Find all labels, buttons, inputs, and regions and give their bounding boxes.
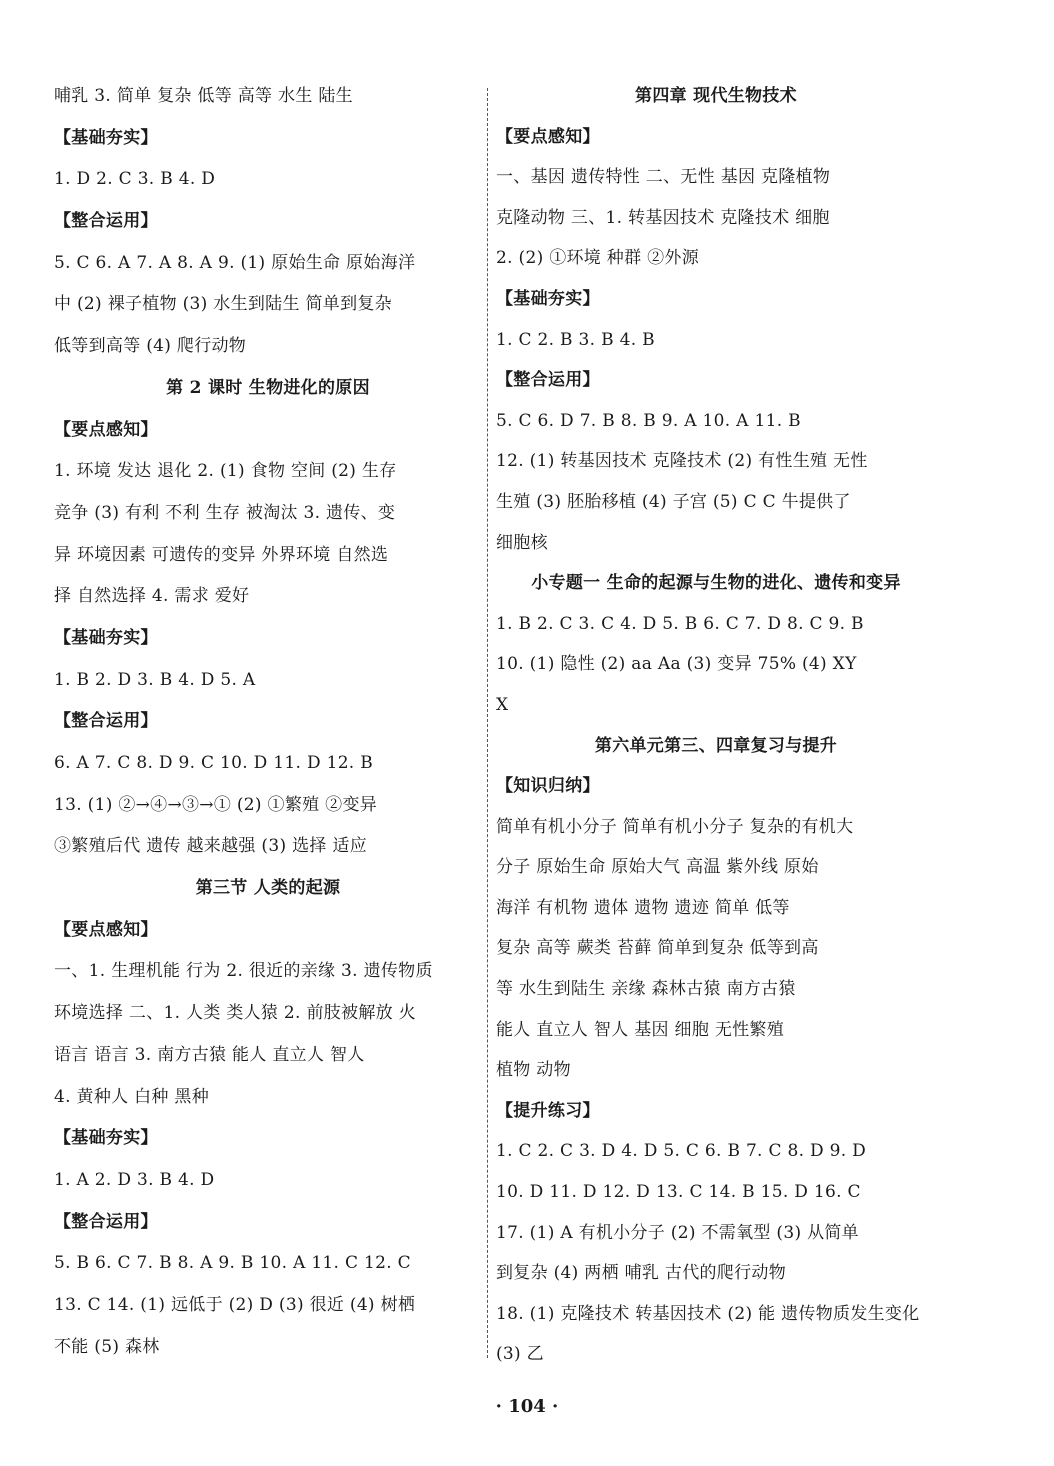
answer-line: 1. B 2. C 3. C 4. D 5. B 6. C 7. D 8. C 9. B xyxy=(496,613,864,634)
answer-line: 竞争 (3) 有利 不利 生存 被淘汰 3. 遗传、变 xyxy=(54,502,396,523)
answer-line: 复杂 高等 蕨类 苔藓 简单到复杂 低等到高 xyxy=(496,938,819,959)
section-heading: 【知识归纳】 xyxy=(496,776,600,797)
answer-line: 10. (1) 隐性 (2) aa Aa (3) 变异 75% (4) XY xyxy=(496,654,857,675)
answer-line: X xyxy=(496,694,509,715)
answer-line: 生殖 (3) 胚胎移植 (4) 子宫 (5) C C 牛提供了 xyxy=(496,491,851,512)
answer-line: 5. B 6. C 7. B 8. A 9. B 10. A 11. C 12. C xyxy=(54,1253,411,1274)
answer-line: 1. B 2. D 3. B 4. D 5. A xyxy=(54,669,256,690)
left-column xyxy=(54,76,482,1368)
answer-line: 18. (1) 克隆技术 转基因技术 (2) 能 遗传物质发生变化 xyxy=(496,1303,920,1324)
section-title: 小专题一 生命的起源与生物的进化、遗传和变异 xyxy=(531,573,901,594)
answer-line: 13. C 14. (1) 远低于 (2) D (3) 很近 (4) 树栖 xyxy=(54,1294,416,1315)
answer-line: 克隆动物 三、1. 转基因技术 克隆技术 细胞 xyxy=(496,207,830,228)
answer-line: 4. 黄种人 白种 黑种 xyxy=(54,1086,210,1107)
section-heading: 【基础夯实】 xyxy=(54,127,158,148)
answer-line: 到复杂 (4) 两栖 哺乳 古代的爬行动物 xyxy=(496,1263,786,1284)
section-title: 第四章 现代生物技术 xyxy=(635,86,797,106)
answer-line: 1. 环境 发达 退化 2. (1) 食物 空间 (2) 生存 xyxy=(54,461,397,482)
section-heading: 【整合运用】 xyxy=(54,1211,158,1232)
answer-line: 分子 原始生命 原始大气 高温 紫外线 原始 xyxy=(496,857,819,878)
answer-line: 异 环境因素 可遗传的变异 外界环境 自然选 xyxy=(54,544,389,565)
right-column xyxy=(496,76,936,1375)
answer-line: 择 自然选择 4. 需求 爱好 xyxy=(54,586,250,607)
section-heading: 【整合运用】 xyxy=(54,211,158,232)
answer-line: 等 水生到陆生 亲缘 森林古猿 南方古猿 xyxy=(496,979,796,1000)
column-divider xyxy=(487,88,488,1358)
section-heading: 【要点感知】 xyxy=(496,126,600,147)
answer-line: 一、基因 遗传特性 二、无性 基因 克隆植物 xyxy=(496,167,831,188)
answer-line: 哺乳 3. 简单 复杂 低等 高等 水生 陆生 xyxy=(54,86,353,106)
answer-line: 1. C 2. B 3. B 4. B xyxy=(496,329,655,350)
answer-line: 5. C 6. D 7. B 8. B 9. A 10. A 11. B xyxy=(496,410,801,431)
answer-line: 一、1. 生理机能 行为 2. 很近的亲缘 3. 遗传物质 xyxy=(54,961,433,982)
answer-line: 中 (2) 裸子植物 (3) 水生到陆生 简单到复杂 xyxy=(54,294,392,315)
answer-line: 环境选择 二、1. 人类 类人猿 2. 前肢被解放 火 xyxy=(54,1003,416,1024)
answer-line: 海洋 有机物 遗体 遗物 遗迹 简单 低等 xyxy=(496,897,790,918)
answer-line: 17. (1) A 有机小分子 (2) 不需氧型 (3) 从简单 xyxy=(496,1222,859,1243)
answer-line: 1. C 2. C 3. D 4. D 5. C 6. B 7. C 8. D 9. D xyxy=(496,1141,867,1162)
section-title: 第 2 课时 生物进化的原因 xyxy=(166,377,370,398)
answer-line: 6. A 7. C 8. D 9. C 10. D 11. D 12. B xyxy=(54,753,374,773)
section-heading: 【提升练习】 xyxy=(496,1100,600,1121)
section-heading: 【基础夯实】 xyxy=(54,1128,158,1149)
section-heading: 【要点感知】 xyxy=(54,419,158,440)
answer-line: (3) 乙 xyxy=(496,1344,544,1365)
answer-line: 语言 语言 3. 南方古猿 能人 直立人 智人 xyxy=(54,1044,365,1065)
section-heading: 【基础夯实】 xyxy=(496,288,600,309)
answer-line: 12. (1) 转基因技术 克隆技术 (2) 有性生殖 无性 xyxy=(496,451,868,472)
answer-line: ③繁殖后代 遗传 越来越强 (3) 选择 适应 xyxy=(54,836,367,857)
answer-line: 不能 (5) 森林 xyxy=(54,1336,160,1357)
section-heading: 【基础夯实】 xyxy=(54,627,158,648)
section-heading: 【要点感知】 xyxy=(54,919,158,940)
answer-line: 细胞核 xyxy=(496,532,548,553)
answer-line: 13. (1) ②→④→③→① (2) ①繁殖 ②变异 xyxy=(54,794,378,815)
section-title: 第三节 人类的起源 xyxy=(195,878,341,899)
answer-line: 简单有机小分子 简单有机小分子 复杂的有机大 xyxy=(496,816,854,837)
section-title: 第六单元第三、四章复习与提升 xyxy=(594,735,838,756)
answer-line: 5. C 6. A 7. A 8. A 9. (1) 原始生命 原始海洋 xyxy=(54,252,416,273)
section-heading: 【整合运用】 xyxy=(54,711,158,732)
answer-line: 10. D 11. D 12. D 13. C 14. B 15. D 16. C xyxy=(496,1182,861,1203)
page-number: · 104 · xyxy=(495,1396,559,1417)
answer-line: 低等到高等 (4) 爬行动物 xyxy=(54,336,247,357)
section-heading: 【整合运用】 xyxy=(496,370,600,391)
answer-line: 能人 直立人 智人 基因 细胞 无性繁殖 xyxy=(496,1019,785,1040)
answer-line: 1. A 2. D 3. B 4. D xyxy=(54,1169,215,1190)
answer-line: 植物 动物 xyxy=(496,1060,571,1081)
answer-line: 1. D 2. C 3. B 4. D xyxy=(54,169,216,190)
answer-line: 2. (2) ①环境 种群 ②外源 xyxy=(496,248,700,269)
